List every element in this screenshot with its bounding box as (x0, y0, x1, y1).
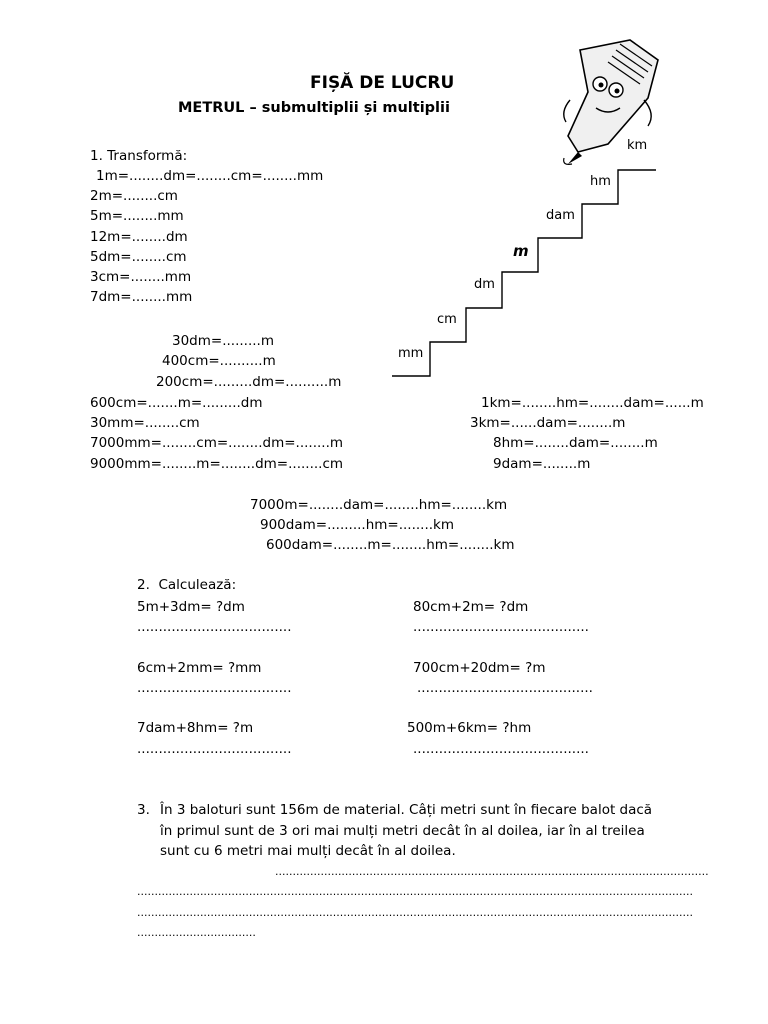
calc-problem: 7dam+8hm= ?m (137, 720, 254, 736)
conversion-line: 7000mm=........cm=........dm=........m (90, 435, 344, 451)
answer-line[interactable]: ............................................................................................................................................................... (137, 906, 693, 919)
conversion-line: 900dam=.........hm=........km (260, 517, 455, 533)
step-label-cm: cm (437, 312, 457, 327)
answer-line[interactable]: .................................... (137, 680, 292, 696)
answer-line[interactable]: .................................. (137, 926, 256, 939)
conversion-line: 8hm=........dam=........m (493, 435, 658, 451)
step-label-km: km (627, 138, 648, 153)
conversion-line: 5m=........mm (90, 208, 184, 224)
step-label-dam: dam (546, 208, 575, 223)
calc-problem: 80cm+2m= ?dm (413, 599, 529, 615)
step-label-dm: dm (474, 277, 495, 292)
conversion-line: 400cm=..........m (162, 353, 276, 369)
conversion-line: 30dm=.........m (172, 333, 274, 349)
step-label-mm: mm (398, 346, 424, 361)
exercise1-heading: 1. Transformă: (90, 148, 188, 164)
conversion-line: 3cm=........mm (90, 269, 192, 285)
conversion-line: 7dm=........mm (90, 289, 193, 305)
conversion-line: 5dm=........cm (90, 249, 187, 265)
worksheet-subtitle: METRUL – submultiplii și multiplii (178, 100, 450, 116)
answer-line[interactable]: .................................... (137, 741, 292, 757)
conversion-line: 200cm=.........dm=..........m (156, 374, 342, 390)
conversion-line: 12m=........dm (90, 229, 188, 245)
step-label-hm: hm (590, 174, 611, 189)
step-label-m: m (513, 242, 529, 260)
answer-line[interactable]: ............................................................................................................................ (275, 865, 709, 878)
answer-line[interactable]: ......................................... (413, 741, 589, 757)
exercise2-heading: 2. Calculează: (137, 577, 237, 593)
conversion-line: 9000mm=........m=........dm=........cm (90, 456, 344, 472)
conversion-line: 7000m=........dam=........hm=........km (250, 497, 508, 513)
conversion-line: 1km=........hm=........dam=......m (481, 395, 704, 411)
problem-text-line: În 3 baloturi sunt 156m de material. Câți metri sunt în fiecare balot dacă (160, 802, 653, 818)
problem-text-line: în primul sunt de 3 ori mai mulți metri decât în al doilea, iar în al treilea (160, 823, 645, 839)
exercise3-number: 3. (137, 802, 150, 818)
stairs-line (392, 170, 656, 376)
answer-line[interactable]: ......................................... (417, 680, 593, 696)
conversion-line: 9dam=........m (493, 456, 591, 472)
conversion-line: 1m=........dm=........cm=........mm (96, 168, 324, 184)
worksheet-title: FIȘĂ DE LUCRU (310, 73, 455, 93)
calc-problem: 6cm+2mm= ?mm (137, 660, 262, 676)
conversion-line: 600dam=........m=........hm=........km (266, 537, 515, 553)
conversion-line: 600cm=.......m=.........dm (90, 395, 263, 411)
problem-text-line: sunt cu 6 metri mai mulți decât în al doilea. (160, 843, 456, 859)
calc-problem: 5m+3dm= ?dm (137, 599, 245, 615)
answer-line[interactable]: ......................................... (413, 619, 589, 635)
conversion-line: 3km=......dam=........m (470, 415, 626, 431)
conversion-line: 2m=........cm (90, 188, 178, 204)
answer-line[interactable]: ............................................................................................................................................................... (137, 885, 693, 898)
answer-line[interactable]: .................................... (137, 619, 292, 635)
calc-problem: 500m+6km= ?hm (407, 720, 532, 736)
calc-problem: 700cm+20dm= ?m (413, 660, 546, 676)
conversion-line: 30mm=........cm (90, 415, 200, 431)
